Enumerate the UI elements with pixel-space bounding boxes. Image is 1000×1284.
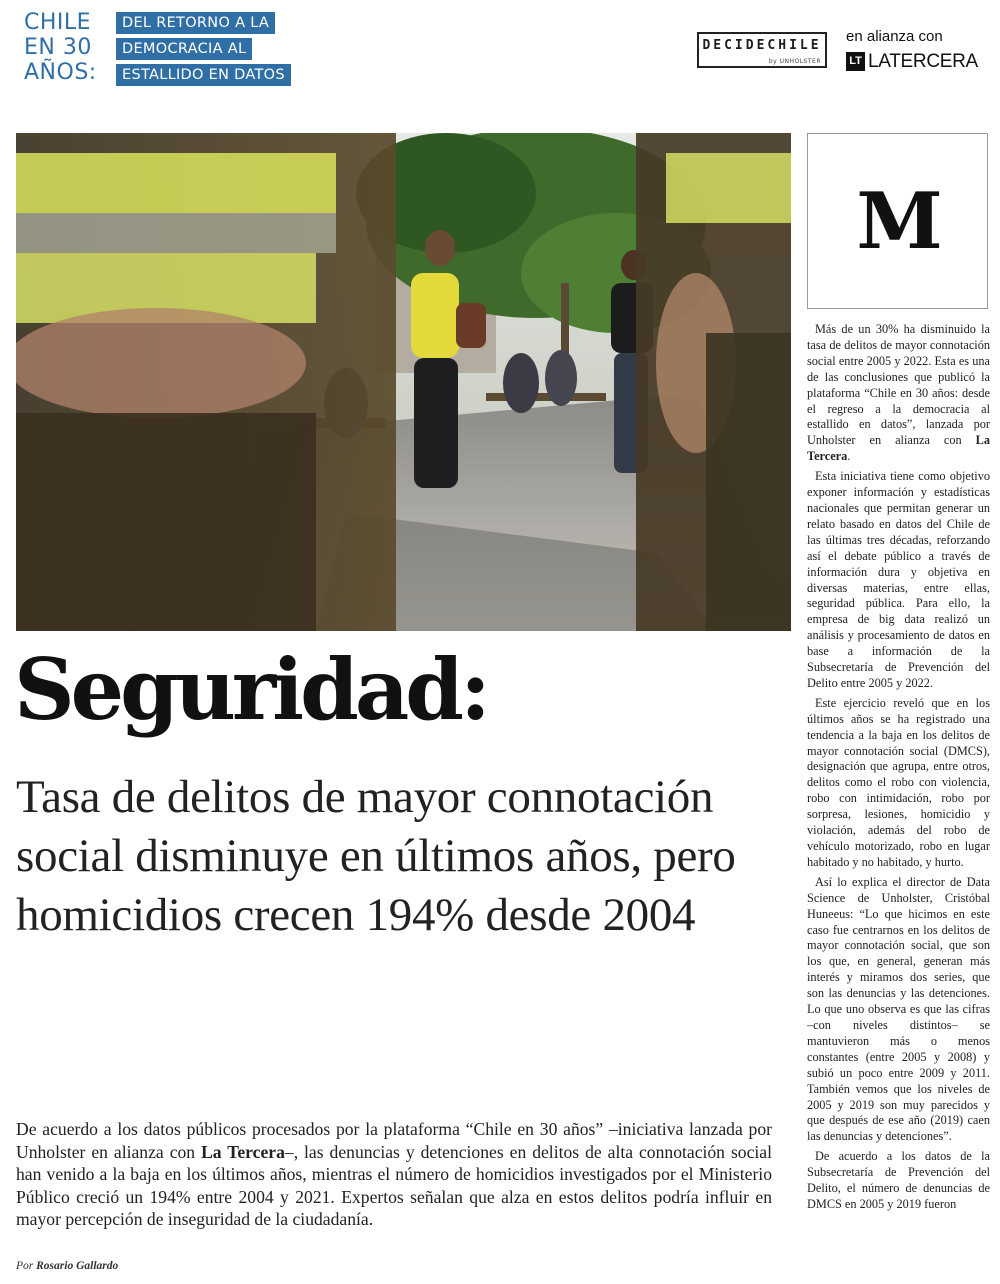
alliance-text: en alianza con [846,28,943,45]
side-paragraph: De acuerdo a los datos de la Subsecretaría de Prevención del Delito, el número de denuncias de DMCS en 2005 y 2019 fueron [807,1149,990,1211]
byline-author: Rosario Gallardo [36,1260,119,1272]
series-title-line: CHILE [24,10,92,35]
latercera-logo-name: LATERCERA [868,51,978,72]
headline: Seguridad: [14,640,487,739]
subheadline: Tasa de delitos de mayor connotación social disminuye en últimos años, pero homicidios crecen 194% desde 2004 [16,771,736,941]
series-subtitle-line: DEL RETORNO A LA [116,12,275,34]
lead-bold: La Tercera [201,1141,285,1162]
side-paragraph: Así lo explica el director de Data Science de Unholster, Cristóbal Huneeus: “Lo que hicimos en este caso fue centrarnos en los delitos de mayor connotación social, que son los que, en general, generan más interés y miramos dos series, que son las denuncias y las detenciones. Lo que uno observa es que las cifras –con niveles distintos– se mantuvieron más o menos constantes (entre 2005 y 2008) y subió un poco entre 2009 y 2011. También vemos que los niveles de 2005 y 2019 son muy parecidos y que después de ese año (2019) caen las denuncias y detenciones”. [807,874,990,1144]
decidechile-logo [697,32,827,68]
latercera-logo-mark: LT [846,52,865,71]
side-paragraph: Esta iniciativa tiene como objetivo exponer información y estadísticas nacionales que permitan generar un relato basado en datos del Chile de las últimas tres décadas, reforzando así el debate público a través de información dura y objetiva en diversas materias, entre ellas, seguridad pública. Para ello, la empresa de big data realizó un análisis y procesamiento de datos en base a información de la Subsecretaría de Prevención del Delito entre 2005 y 2022. [807,469,990,690]
series-title-line: AÑOS: [24,60,97,85]
side-p1-text: Más de un 30% ha disminuido la tasa de delitos de mayor connotación social entre 2005 y 2022. Esta es una de las conclusiones que publicó la plataforma “Chile en 30 años: desde el regreso a la democracia al estallido en datos”, lanzada por Unholster en alianza con [807,322,990,448]
series-subtitle-block [116,12,291,90]
lead-paragraph [16,1118,772,1231]
street-scene-photo-icon [16,133,791,631]
byline-prefix: Por [16,1260,34,1272]
decidechile-logo-text: DECIDECHILE [702,38,822,53]
series-title-line: EN 30 [24,35,92,60]
side-column [807,322,990,1272]
series-title-left [24,10,114,85]
side-paragraph [807,322,990,465]
side-paragraph: Este ejercicio reveló que en los últimos años se ha registrado una tendencia a la baja en los delitos de mayor connotación social (DMCS), designación que agrupa, entre otros, delitos como el robo con violencia, robo con intimidación, robo por sorpresa, lesiones, homicidio y violación, además del robo de vehículo motorizado, robo en lugar habitado y no habitado, y hurto. [807,695,990,869]
byline [16,1260,118,1272]
series-subtitle-line: DEMOCRACIA AL [116,38,252,60]
dropcap-letter: M [856,176,939,267]
dropcap-box [807,133,988,309]
series-subtitle-line: ESTALLIDO EN DATOS [116,64,291,86]
lead-text-2: –, las denuncias y detenciones en delitos de alta connotación social han venido a la baja en los últimos años, mientras el número de homicidios investigados por el Ministerio Público creció un 194% entre 2004 y 2021. Expertos señalan que alza en estos delitos podría influir en mayor percepción de inseguridad de la ciudadanía. [16,1141,772,1229]
side-p1-end: . [847,449,851,464]
lead-photo [16,133,791,631]
lead-text-1: De acuerdo a los datos públicos procesados por la plataforma “Chile en 30 años” –iniciativa lanzada por Unholster en alianza con [16,1119,772,1162]
decidechile-logo-sub: by UNHOLSTER [768,58,821,65]
side-p1-bold: La Tercera [807,433,990,464]
